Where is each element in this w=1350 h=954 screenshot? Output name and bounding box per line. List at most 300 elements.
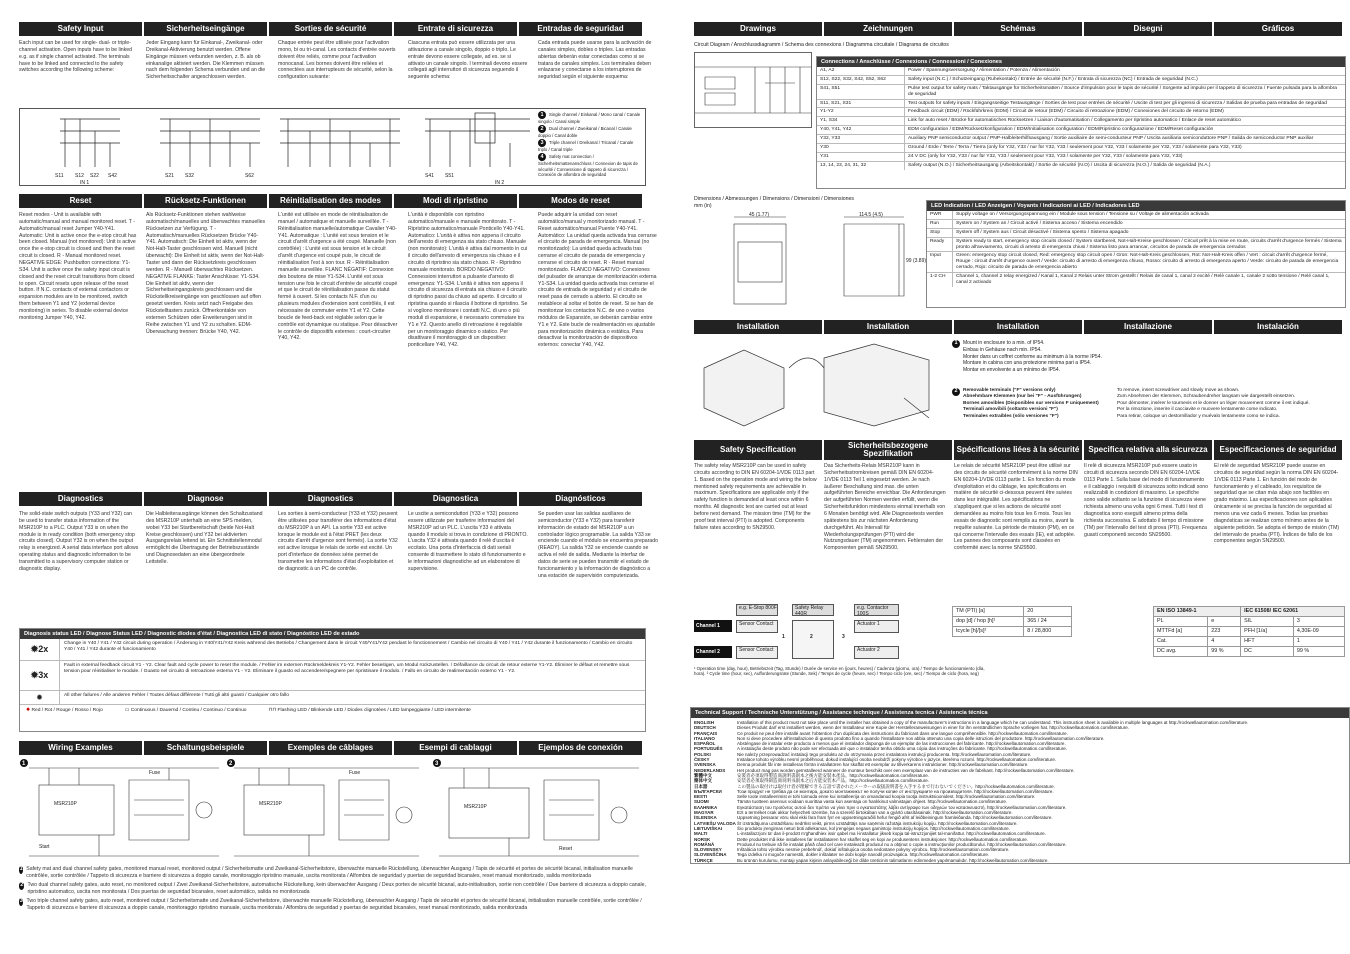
chain-estop-box: e.g. E-Stop 800F (736, 604, 778, 616)
installation-step-2 (952, 388, 1347, 420)
install-step2-label-es: Terminales extraíbles (sólo versiones "F") (963, 413, 1059, 419)
drawings-header-es: Gráficos (1214, 22, 1342, 36)
wiring-1-device-label: MSR210P (54, 801, 77, 807)
safety-input-text-es: Cada entrada puede usarse para la activación de canales simples, dobles o triples. Las entradas abiertas deberán estar conectadas como si se tratara de canales simples. Los terminales deben enlazarse y conectarse a los interruptores de seguridad según el siguiente esquema: (538, 40, 652, 81)
installation-header-en: Installation (694, 320, 822, 334)
tech-support-text: Instalace tohoto výrobku nesmí proběhnout, dokud instalující osoba neobdrží pokyny výrobce v jazyce, kterému rozumí. http://rockwellautomation.com/literature. (737, 757, 1057, 763)
connection-value: Pulse test output for safety mats / Taktausgänge für Sicherheitsmatten / Source d'impulsion pour le tapis de sécurité / Sorgente ad impulsi per il tappeto di sicurezza / Fuente pulsada para la alfombra de seguridad (908, 85, 1338, 97)
led-indication-key: 1-2 CH (927, 273, 953, 287)
tech-support-text: Bu ürünün kurulumu, montajı yapan kişinin anlayabileceği bir dilde üreticinin talimatlarını edinmeden yapılmamalıdır. http://rockwellautomation.com/literature. (737, 857, 1049, 863)
diagnostics-text-en: The solid-state switch outputs (Y33 and Y32) can be used to transfer status information of the MSR210P to a PLC. Output Y33 is on when the module is in ready condition (both emergency stop circuits closed). Output Y32 is on when the output relay is energized. A serial data interface port allows operating status and diagnostic information to be transmitted to a supervisory computer station or diagnostic display. (19, 511, 139, 572)
tech-support-language: DEUTSCH (694, 725, 716, 731)
safety-input-text-fr: Chaque entrée peut être utilisée pour l'activation mono, bi ou tri-canal. Les contacts d'entrée ouverts doivent être reliés, comme pour l'activation monocanal. Les bornes doivent être reliées et connectées aux interrupteurs de sécurité, selon la configuration suivante: (278, 40, 396, 81)
connection-row (817, 162, 1345, 170)
safety-input-text-en: Each input can be used for single- dual- or triple-channel activation. Open inputs have to be linked e.g. as if single channel activated. The terminals have to be linked and connected to the safety switches according the following scheme: (19, 40, 133, 74)
tech-support-text: A instalação deste produto não pode ser efectuada até que o instalador tenha obtido uma cópia das instruções do fabricante. http://rockwellautomation.com/literature. (737, 746, 1067, 752)
tech-support-text: この製品の取付けは取付け者が理解できる言語で書かれたメーカーの取扱説明書を入手するまで行わないでください。http://rockwellautomation.com/literature. (737, 783, 1055, 789)
connection-value: Feedback circuit (EDM) / Rückführkreis (EDM) / Circuit de retour (EDM) / Circuito di retroazione (EDM) / Conexiones del circuito de retorno (EDM) (908, 109, 1224, 115)
connection-row (817, 153, 1345, 162)
safety-input-header-band (19, 22, 645, 36)
connections-table (816, 56, 1346, 189)
connection-value: Ground / Erde / Terre / Terra / Tierra (only for Y32, Y33 / nur für Y32, Y33 / seulement pour Y32, Y33 / solamente per Y32, Y33 / solamente para Y32, Y33) (908, 144, 1242, 150)
led-indication-value: System off / System aus / Circuit désactivé / Sistema spento / Sistema apagado (956, 229, 1129, 235)
led-diagnosis-table (19, 628, 646, 732)
std-cell: Cat. (1154, 637, 1208, 647)
tech-support-language: NEDERLANDS (694, 767, 726, 773)
page-left (0, 0, 665, 954)
std-cell: 99 % (1208, 647, 1241, 657)
technical-support-title: Technical Support / Technische Unterstützung / Assistance technique / Assistenza tecnica / Asistencia técnica (691, 708, 1349, 718)
tech-support-language: ESPAÑOL (694, 741, 716, 747)
tech-support-language: EESTI (694, 794, 708, 800)
connection-value: Auxiliary PNP semiconductor output / PNP-Halbleiterhilfsausgang / Sortie auxiliaire de semi-conducteur PNP / Uscita ausiliaria semiconduttore PNP / Salida de semiconductor PNP auxiliar (908, 136, 1314, 141)
tech-support-text: Ezt a terméket csak akkor helyezheti üzembe, ha a szerelő birtokában van a gyártó utasításainak. http://rockwellautomation.com/literature. (737, 810, 1013, 816)
connection-key: S11, S21, S31 (817, 100, 905, 108)
drawings-header-it: Disegni (1084, 22, 1212, 36)
tm-value: 365 / 24 (1024, 617, 1072, 627)
tech-support-text: 安裝者必須取得製造商說明書副本之後方能安裝本產品。http://rockwellautomation.com/literature. (737, 772, 930, 778)
diagram-label-s12: S12 (75, 173, 84, 179)
std-cell: MTTFd [a] (1154, 627, 1208, 637)
tech-support-language: SUOMI (694, 799, 709, 805)
std-cell: PL (1154, 617, 1208, 627)
wiring-3-number-icon: 3 (435, 761, 439, 767)
install-step1-fr: Monter dans un coffret conforme au minimum à la norme IP54. (963, 353, 1102, 360)
tech-support-text: Absténgase de instalar este producto a menos que el instalador disponga de un ejemplar de las instrucciones del fabricante. http://rockwellautomation.com/literature. (737, 741, 1066, 747)
safety-chain-diagram (694, 604, 944, 664)
led-indication-title: LED Indication / LED Anzeigen / Voyants / Indicazioni ai LED / Indicadores LED (927, 201, 1345, 211)
tech-support-language: 簡体中文 (694, 778, 712, 784)
install-step1-en: Mount in enclosure to a min. of IP54. (963, 340, 1045, 346)
install-step1-de: Einbau in Gehäuse nach min. IP54. (963, 346, 1042, 353)
connection-row (817, 76, 1345, 85)
install-step-2-icon: 2 (952, 388, 960, 396)
tech-support-language: SLOVENŠČINA (694, 852, 727, 858)
wiring-1-start-label: Start (39, 844, 50, 850)
tech-support-language: ČESKY (694, 757, 710, 763)
legend-item-3: Triple channel / Dreikanal / Tricanal / Canale triplo / Canal triple (538, 140, 634, 153)
tm-table (952, 606, 1072, 637)
std-header-iec: IEC 61508/ IEC 62061 (1241, 607, 1345, 617)
tm-value: 20 (1024, 607, 1072, 617)
wiring-2-device-label: MSR210P (259, 801, 282, 807)
chain-sensor-1-box: Sensor Contact (736, 620, 778, 633)
connection-row (817, 135, 1345, 144)
tech-support-language: SLOVENSKY (694, 847, 722, 853)
connection-row (817, 100, 1345, 109)
tech-support-language: POLSKI (694, 751, 711, 757)
drawings-header-fr: Schémas (954, 22, 1082, 36)
legend-item-4: Safety mat connection / Sicherheitsmattenanschluss / Connexion de tapis de sécurité / Connessione di tappeto di sicurezza / Conexión de alfombra de seguridad (538, 154, 638, 177)
connection-key: Y31 (817, 153, 905, 161)
safety-spec-header-fr: Spécifications liées à la sécurité (954, 440, 1082, 460)
std-cell: 223 (1208, 627, 1241, 637)
safety-input-header-es: Entradas de seguridad (519, 22, 642, 36)
connection-value: Safety output (N.O.) / Sicherheitsausgang (Arbeitskontakt) / Sortie de sécurité (N.O) / Uscita di sicurezza (N.O.) / Salida de seguridad (N.A.) (908, 162, 1211, 168)
chain-number-2: 2 (810, 634, 813, 640)
tech-support-language: 日本語 (694, 783, 708, 789)
install-step2-text-es: Para retirar, coloque un destornillador y muévalo lentamente como se indica. (1117, 413, 1280, 419)
circuit-diagram-svg (695, 53, 811, 127)
led-indication-key: Run (927, 220, 953, 228)
channel-1-label: Channel 1 (694, 620, 732, 632)
connection-key: A1, A2 (817, 67, 905, 75)
legend-number-1-icon: 1 (538, 111, 546, 119)
led-indication-value: Channel 1, channel 2 relay energized / Kanal 1, Kanal 2 Relais unter Strom gestellt / Relais de canal 1, canal 2 excité / Relè canale 1, canale 2 sotto tensione / Relé canal 1, canal 2 activado (956, 274, 1330, 285)
tm-row (953, 617, 1072, 627)
tech-support-text: Tega izdelka ni mogoče namestiti, dokler inštalater ne dobi kopije navodil proizvajalca. http://rockwellautomation.com/literature. (737, 852, 990, 858)
legend-number-4-icon: 4 (538, 153, 546, 161)
diagnostics-text-de: Die Halbleiterausgänge können den Schaltzustand des MSR210P unterhalb an eine SPS melden, wobei Y33 bei Startbereitschaft (beide Not-Halt Kreise geschlossen) und Y32 bei aktivierten Ausgangsrelais leitend ist. Ein Schnittstellenmodul ermöglicht die Übertragung der Betriebszustände und Diagnosedaten an eine übergeordnete Leitstelle. (146, 511, 263, 566)
note-number-1-icon: 1 (19, 866, 23, 873)
reset-header-en: Reset (19, 194, 142, 208)
led-indication-row (927, 220, 1345, 229)
connection-key: Y32, Y33 (817, 135, 905, 143)
std-cell: 99 % (1293, 647, 1344, 657)
tm-row (953, 607, 1072, 617)
installation-drawing (694, 338, 950, 428)
chain-sensor-2-box: Sensor Contact (736, 646, 778, 659)
legend-number-3-icon: 3 (538, 139, 546, 147)
install-step-1-icon: 1 (952, 340, 960, 348)
std-cell: 4,30E-09 (1293, 627, 1344, 637)
dim-height-label: 99 (3.89) (906, 258, 927, 264)
tm-key: tcycle [h]/[s]² (953, 627, 1024, 637)
std-cell: e (1208, 617, 1241, 627)
install-step2-text-de: Zum Abnehmen der Klemmen, Schraubendreher langsam wie dargestellt einsetzen. (1117, 394, 1296, 400)
technical-support-rows (691, 718, 1349, 863)
wiring-note-2: Two dual channel safety gates, auto reset, no monitored output / Zwei Zweikanal-Sicherheitstore, automatische Rückstellung, kein überwachter Ausgang / Deux portes de sécurité bicanal, auto-initialisation, sortie non contrôlée / Due barriere di sicurezza a doppio canale, ripristino automatico, uscita non monitorata / Dos puertas de seguridad bicanales, reset automático, salida no monitorizada (27, 882, 647, 896)
diagram-label-s42: S42 (108, 173, 117, 179)
page-right (690, 0, 1350, 954)
safety-input-header-fr: Sorties de sécurité (269, 22, 392, 36)
led-star-icon: ✹ (36, 692, 43, 702)
chain-actuator-1-box: Actuator 1 (854, 620, 899, 633)
installation-header-de: Installation (824, 320, 952, 334)
tech-support-text: Non si deve procedere all'installazione di questo prodotto fino a quando l'installatore non abbia ottenuto una copia delle istruzioni del produttore. http://rockwellautomation.com/literature. (737, 735, 1105, 741)
tech-support-text: Denna produkt får inte installeras förrän installatören har skaffat ett exemplar av tillverkarens instruktioner. http://rockwellautomation.com/literature. (737, 762, 1029, 768)
tech-support-language: TÜRKÇE (694, 857, 713, 863)
led-indication-key: PWR (927, 211, 953, 219)
safety-spec-header-es: Especificaciones de seguridad (1214, 440, 1342, 460)
tech-support-language: MAGYAR (694, 810, 714, 816)
standards-table (1153, 606, 1345, 657)
wiring-header-band (19, 741, 645, 755)
tm-key: TM (PTI) [a] (953, 607, 1024, 617)
tech-support-language: PORTUGUÊS (694, 746, 723, 752)
tech-support-language: ROMÂNĂ (694, 841, 715, 847)
std-cell: 4 (1208, 637, 1241, 647)
led-indication-row (927, 238, 1345, 253)
reset-text-fr: L'unité est utilisée en mode de réinitialisation de manuel / automatique et manuelle surveillée. T - Réinitialisation manuelle/automatique Cavalier Y40-Y41. Automatique : L'unité est sous tension et le circuit d'arrêt d'urgence a été coupé. Manuelle (non contrôlée) : L'unité est sous tension et le circuit d'arrêt d'urgence est coupé puis, le circuit de réinitialisation l'est à son tour. R - Réinitialisation manuelle surveillée. FLANC NÉGATIF: Connexion des boutons de mise Y1-S34. L'unité est sous tension une fois le circuit d'entrée de sécurité coupé et que le circuit de réinitialisation passe du statut fermé à ouvert. Si les contacts N.F. d'un ou plusieurs modules d'extension sont contrôlés, il est nécessaire de commuter entre Y1 et Y2. Cette boucle de feed-back est réglable selon que le contrôle est dynamique ou statique. Pour désactiver le contrôle de dispositifs externes : court-circuiter Y40, Y42. (278, 212, 398, 342)
std-cell: SIL (1241, 617, 1294, 627)
tech-support-row (691, 858, 1349, 863)
diagram-label-in1: IN 1 (80, 180, 90, 186)
led-indication-row (927, 229, 1345, 238)
tech-support-text: Installation of this product must not take place until the installer has obtained a copy of the manufacturer's instructions in a language which he can understand. This instruction sheet is available in multiple languages at http://rockwellautomation.com/literature. (737, 720, 1249, 725)
led-indication-rows (927, 211, 1345, 287)
wiring-2-number-icon: 2 (229, 761, 233, 767)
tech-support-language: ITALIANO (694, 735, 715, 741)
chain-contactor-box: e.g. Contactor 100S (854, 604, 899, 616)
safety-spec-header-band (694, 440, 1344, 460)
reset-header-it: Modi di ripristino (394, 194, 517, 208)
safety-input-legend (538, 111, 643, 177)
tech-support-language: SVENSKA (694, 762, 716, 768)
chain-actuator-2-box: Actuator 2 (854, 646, 899, 659)
chain-relay-body (792, 620, 834, 659)
wiring-header-de: Schaltungsbeispiele (144, 741, 267, 755)
safety-input-text-de: Jeder Eingang kann für Einkanal-, Zweikanal- oder Dreikanal-Aktivierung benutzt werden. Offene Eingänge müssen verbunden werden, z. B. als ob einkanalige aktiviert werden. Die Klemmen müssen nach dem folgenden Schema verbunden und an die Sicherheitsschalter angeschlossen werden. (146, 40, 266, 81)
led-code-3x: ✹ 3x (20, 661, 60, 690)
wiring-header-en: Wiring Examples (19, 741, 142, 755)
connection-value: Safety input (N.C.) / Schutzeingang (Ruhekontakt) / Entrée de sécurité (N.F.) / Entrata di sicurezza (NC) / Entrada de seguridad (N.C.) (908, 76, 1198, 82)
tech-support-language: ΕΛΛΗΝΙΚΑ (694, 804, 718, 810)
reset-header-es: Modos de reset (519, 194, 642, 208)
tech-support-language: NORSK (694, 836, 711, 842)
std-cell: 1 (1293, 637, 1344, 647)
install-step2-text-fr: Pour démonter, insérer le tournevis et le donner un léger mouvement comme il est indiqué. (1117, 400, 1310, 406)
tech-support-text: 安装者必须取得制造商说明书副本之后方能安装本产品。http://rockwellautomation.com/literature. (737, 778, 930, 784)
dim-depth-label: 114.5 (4.5) (859, 212, 883, 218)
wiring-3-reset-label: Reset (559, 846, 573, 852)
wiring-note-3: Two triple channel safety gates, auto reset, monitored output / Sicherheitsmatte und Zweikanal-Sicherheitstore, überwachte manuelle Rückstellung, überwachter Ausgang / Tapis de sécurité et portes de sécurité bicanal, initialisation manuelle contrôlée, sortie contrôlée / Tappeto di sicurezza e barriere di sicurezza a doppio canale, monitoraggio ripristino manuale, uscita monitorata / Alfombra de seguridad y puertas de seguridad bicanales, reset manual monitorizado, salida monitorizada (26, 898, 642, 912)
connection-key: Y1, S34 (817, 117, 905, 125)
installation-header-band (694, 320, 1344, 334)
connection-value: Test outputs for safety inputs / Eingangsseitige Testausgänge / Sorties de test pour entrées de sécurité / Uscite di test per gli ingressi di sicurezza / Salidas de prueba para entradas de seguridad (908, 100, 1327, 106)
tech-support-text: Tämän tuotteen asennus voidaan suorittaa vasta kun asentaja on hankkinut valmistajan ohjeet. http://rockwellautomation.com/literature. (737, 799, 1008, 805)
connection-value: 24 V DC (only for Y32, Y33 / nur für Y32, Y33 / seulement pour Y32, Y33 / solamente per Y32, Y33 / solamente para Y32, Y33) (908, 153, 1183, 159)
diagnostics-text-es: Se pueden usar las salidas auxiliares de semiconductor (Y33 e Y32) para transferir información de estado del MSR210P a un controlador lógico programable. La salida Y33 se enciende cuando el módulo se encuentra preparado (READY). La salida Y32 se enciende cuando se activa el relé de salida. Mediante la interfaz de datos de serie se pueden transmitir el estado de funcionamiento y la información de diagnóstico a una estación de supervisión computerizada. (538, 511, 658, 579)
led-row-3x (20, 661, 645, 691)
dimensions-drawing (694, 212, 927, 312)
diagnostics-text-fr: Les sorties à semi-conducteur (Y33 et Y32) peuvent être utilisées pour transférer des informations d'état du MSR210P à un API. La sortie Y33 est active lorsque le module est à l'état PRET (les deux circuits d'arrêt d'urgence sont fermés). La sortie Y32 est active lorsque le relais de sortie est excité. Un port d'interface de données série permet de transmettre les informations d'état d'exploitation et de diagnostic à un PC de contrôle. (278, 511, 398, 572)
diagnostics-header-it: Diagnostica (394, 492, 517, 506)
std-cell: HFT (1241, 637, 1294, 647)
safety-spec-header-de: Sicherheitsbezogene Spezifikation (824, 440, 952, 460)
diagnostics-text-it: Le uscite a semiconduttori (Y33 e Y32) possono essere utilizzate per trasferire informazioni del MSR210P ad un PLC. L'uscita Y33 è attivata quando il modulo si trova in condizione di PRONTO. L'uscita Y32 è attivata quando il relè d'uscita è eccitato. Una porta d'interfaccia di dati seriali consente di trasmettere lo stato di funzionamento e le informazioni diagnostiche ad un elaboratore di supervisione. (408, 511, 528, 572)
circuit-diagram-title: Circuit Diagram / Anschlussdiagramm / Schema des connexions / Diagramma circuitale / Diagrama de circuitos (694, 42, 949, 48)
connection-value: Link for auto reset / Brücke für automatisches Rücksetzen / Liaison d'automatisation / Collegamento per ripristino automatico / Enlace de reset automático (908, 118, 1241, 124)
continuous-icon: ▭ (124, 708, 131, 713)
note-number-3-icon: 3 (19, 898, 23, 905)
safety-input-header-en: Safety Input (19, 22, 142, 36)
safety-input-text-it: Ciascuna entrata può essere utilizzata per una attivazione a canale singolo, doppio o triplo. Le entrate devono essere collegate, ad es. se si attivato un canale singolo. I terminali devono essere collegati agli interruttori di sicurezza seguendo il seguente schema: (408, 40, 528, 81)
wiring-2-fuse-label: Fuse (349, 770, 361, 776)
tm-key: dop [d] / hop [h]¹ (953, 617, 1024, 627)
led-row-2x-text: Change in Y40 / Y41 / Y42 circuit during operation / Änderung in Y40/Y41/Y42 Kreis während des Betriebs / Changement dans le circuit Y40/Y41/Y42 pendant le fonctionnement / Cambio nel circuito di Y40 / Y41 / Y42 durante il funzionamento / Cambio en circuito Y40 / Y41 / Y42 durante el funcionamiento (64, 641, 633, 653)
wiring-header-it: Esempi di cablaggi (394, 741, 517, 755)
install-step2-text-en: To remove, insert screwdriver and slowly move as shown. (1117, 388, 1240, 393)
std-cell: PFH [1/a] (1241, 627, 1294, 637)
led-indication-table (926, 200, 1346, 308)
led-indication-value: System ready to start, emergency stop circuits closed / System startbereit, Not-Halt-Kreise geschlossen / Circuit prêt à la mise en route, circuits d'arrêt d'urgence fermés / Sistema pronto all'avviamento, circuiti di arresto di emergenza chiusi / Sistema listo para arrancar, circuitos de parada de emergencia cerrados (956, 238, 1342, 250)
chain-number-1: 1 (782, 634, 785, 640)
circuit-diagram (694, 52, 812, 128)
wiring-notes (19, 866, 646, 914)
tech-support-language: 繁體中文 (694, 772, 712, 778)
wiring-3-device-label: MSR210P (464, 804, 487, 810)
tech-support-text: Inštalácia tohto výrobku nesmie prebehnúť, dokiaľ inštalujúca osoba nedostane pokyny výrobcu. http://rockwellautomation.com/literature. (737, 847, 1010, 853)
channel-2-label: Channel 2 (694, 646, 732, 658)
connection-row (817, 67, 1345, 76)
connection-value: Power / Spannungsversorgung / Alimentation / Potenza / Alimentación (908, 68, 1060, 73)
wiring-1-fuse-label: Fuse (149, 770, 161, 776)
tech-support-text: Produsul nu trebuie să fie instalat până când cel care instalează produsul nu a obţinut o copie a instrucţiunilor producătorului. http://rockwellautomation.com/literature. (737, 841, 1067, 847)
safety-input-header-de: Sicherheitseingänge (144, 22, 267, 36)
led-row-other (20, 691, 645, 705)
install-step1-es: Montar en envolvente a un mínimo de IP54. (963, 367, 1061, 373)
led-legend: ✹ Red / Rot / Rouge / Rosso / Rojo ▭ Continuous / Dauernd / Continu / Continuo / Continuo ⊓⊓ Flashing LED / Blinkende LED / Diodes clignotées / LED lampeggiante / LED intermitente (26, 708, 471, 713)
dimensions-title: Dimensions / Abmessungen / Dimensions / Dimensioni / Dimensiones mm (in) (694, 196, 855, 209)
safety-input-diagram (19, 108, 646, 186)
connection-row (817, 117, 1345, 126)
led-indication-row (927, 211, 1345, 220)
connection-key: S41, S51 (817, 85, 905, 99)
installation-header-fr: Installation (954, 320, 1082, 334)
tech-support-language: БЪЛГАРСКИ (694, 788, 722, 794)
std-cell: 3 (1293, 617, 1344, 627)
safety-input-header-it: Entrate di sicurezza (394, 22, 517, 36)
legend-number-2-icon: 2 (538, 125, 546, 133)
install-step2-label-fr: Bornes amovibles (Disponibles sur versions F uniquement) (963, 400, 1099, 406)
tm-value: 8 / 28,800 (1024, 627, 1072, 637)
tech-support-language: LATVIEŠU VALODA (694, 820, 736, 826)
safety-spec-footnote: ¹ Operation time (day, hour), Betriebszeit (Tag, Stunde) / Durée de service en (jours, heures) / Cadenza (giorno, ora) / Tiempo de funcionamiento (día, hora). ² Cycle time (hour, sec), Aufforderungsrate (Stunde, Sek) / Temps de cycle (heure, sec) / Tempo ciclo (ore, sec) / Tiempo de ciclo (hora, seg) (694, 666, 985, 677)
led-code-other (20, 691, 60, 704)
diagram-label-in2: IN 2 (495, 180, 505, 186)
tech-support-text: Dieses Produkt darf erst installiert werden, wenn der Installateur eine Kopie der Herstelleranweisungen in einer für ihn verständlichen Sprache vorliegen hat. http://rockwellautomation.com/literature. (737, 725, 1129, 731)
led-indication-value: Green: emergency stop circuit closed, Red: emergency stop circuit open / Grün: Not-Halt-Kreis geschlossen, Rot: Not-Halt-Kreis offen / Vert : circuit d'arrêt d'urgence fermé, Rouge : circuit d'arrêt d'urgence ouvert / Verde: circuito di arresto di emergenza chiuso, Rosso: circuito di arresto di emergenza aperto / Verde: circuito de parada de emergencia cerrado, Rojo: circuito de parada de emergencia abierto (956, 253, 1339, 271)
tech-support-text: Εγκατάσταση του προϊόντος αυτού δεν πρέπει να γίνει πριν ο εγκαταστάτης λάβει αντίγραφο των οδηγιών του κατασκευαστή. http://rockwellautomation.com/literature. (737, 804, 1067, 810)
led-indication-key: Ready (927, 238, 953, 252)
flashing-icon: ⊓⊓ (268, 708, 278, 713)
diagnostics-header-en: Diagnostics (19, 492, 142, 506)
diagram-label-s22: S22 (90, 173, 99, 179)
diagnostics-header-fr: Diagnostics (269, 492, 392, 506)
tech-support-text: Uppsetning þessarar vöru skal ekki fara fram fyrr en uppsetningaraðili hefur fengið afrit af leiðbeiningum framleiðanda. http://rockwellautomation.com/literature. (737, 815, 1053, 821)
connection-row (817, 144, 1345, 153)
installation-step-1 (952, 340, 1332, 374)
reset-header-fr: Réinitialisation des modes (269, 194, 392, 208)
diagram-label-s11: S11 (55, 173, 64, 179)
wiring-header-fr: Exemples de câblages (269, 741, 392, 755)
diagram-label-s51: S51 (445, 173, 454, 179)
connection-key: 13, 14, 23, 24, 31, 32 (817, 162, 905, 170)
connection-key: Y1-Y2 (817, 108, 905, 116)
std-row (1154, 637, 1345, 647)
tech-support-text: Šio produkto įrengimas neturi būti atliekamas, kol įrengėjas negaus gamintojo instrukcijų kopijos. http://rockwellautomation.com/literature. (737, 825, 1010, 831)
wiring-diagrams-svg (19, 760, 646, 862)
diagram-label-s62: S62 (245, 173, 254, 179)
drawings-header-band (694, 22, 1344, 36)
dimensions-svg (694, 212, 927, 312)
connections-rows (817, 67, 1345, 170)
safety-spec-header-it: Specifica relativa alla sicurezza (1084, 440, 1212, 460)
tech-support-text: Šī izstrādājuma uzstādīšanu nedrīkst veikt, pirms uzstādītājs nav saņēmis ražotāja instrukciju kopiju. http://rockwellautomation.com/literature. (737, 820, 1018, 826)
safety-spec-text-de: Das Sicherheits-Relais MSR210P kann in Sicherheitsstromkreisen gemäß DIN EN 60204-1/VDE 0113 Teil 1 eingesetzt werden. Je nach äußerer Beschaltung sind max. die unten aufgeführten Bereiche erreichbar. Die Anforderungen der aufgeführten Normen werden erfüllt, wenn die Sicherheitsfunktion mindestens einmal innerhalb von 6 Monaten benötigt wird. Alle Diagnosetests werden spätestens bis zur nächsten Anforderung durchgeführt. Als Intervall für Wiederholungsprüfungen (PTI) wird die Nutzungsdauer (TM) angenommen. Fehlerraten der Komponenten gemäß SN29500. (824, 463, 946, 552)
wiring-header-es: Ejemplos de conexión (519, 741, 642, 755)
led-indication-key: Stop (927, 229, 953, 237)
led-diagnosis-title: Diagnosis status LED / Diagnose Status LED / Diagnostic diodes d'état / Diagnostica LED di stato / Diagnóstico LED de estado (20, 629, 645, 639)
led-row-other-text: All other failures / Alle anderen Fehler / Toutes défaut différente / Tutti gli altri guasti / Cualquier otro fallo (64, 693, 289, 698)
tm-row (953, 627, 1072, 637)
wiring-diagrams (19, 760, 646, 862)
diagnostics-header-de: Diagnose (144, 492, 267, 506)
connection-row (817, 108, 1345, 117)
diagram-label-s32: S32 (185, 173, 194, 179)
connection-key: S12, S22, S32, S42, S52, S62 (817, 76, 905, 84)
std-header-iso: EN ISO 13849-1 (1154, 607, 1241, 617)
tech-support-text: Dette produktet må ikke installeres før installatøren har skaffet seg en kopi av produsentens instruksjoner. http://rockwellautomation.com/literature. (737, 836, 1029, 842)
led-star-icon: ✹ (30, 669, 39, 680)
connection-row (817, 85, 1345, 100)
chain-relay-box: Safety Relay 440R (792, 604, 834, 616)
connection-value: EDM configuration / EDM/Rücksetzkonfiguration / EDM/Initialisation configuration / EDM/Ripristino configurazione / EDM/Reset configuración (908, 127, 1214, 133)
tech-support-text: Ce produit ne peut être installé avant l'obtention d'un duplicata des instructions du fabricant dans une langue compréhensible. http://rockwellautomation.com/literature. (737, 730, 1068, 736)
tech-support-language: ÍSLENSKA (694, 815, 717, 821)
chain-number-3: 3 (842, 634, 845, 640)
led-indication-row (927, 252, 1345, 273)
tech-support-text: Het product mag pas worden geïnstalleerd wanneer de monteur beschikt over een exemplaar van de instructies van de fabrikant. http://rockwellautomation.com/literature. (737, 767, 1075, 773)
led-indication-row (927, 273, 1345, 287)
install-step2-label-en: Removable terminals ("F" versions only) (963, 388, 1056, 393)
drawings-header-de: Zeichnungen (824, 22, 952, 36)
led-indication-value: Supply voltage on / Versorgungsspannung ein / Module sous tension / Tensione su / Voltaje de alimentación activada (956, 212, 1209, 217)
tech-support-text: Nie należy przeprowadzać instalacji tego produktu aż do otrzymania przez instalatora instrukcji producenta. http://rockwellautomation.com/literature. (737, 751, 1032, 757)
install-step2-label-it: Terminali amovibili (soltanto versioni "F") (963, 407, 1058, 413)
legend-item-2: Dual channel / Zweikanal / Bicanal / Canale doppio / Canal doble (538, 126, 632, 139)
tech-support-text: L-installazzjoni ta' dan il-prodott m'għandhiex issir qabel ma l-installatur jikseb kopja tal-istruzzjonijiet tal-manifattur. http://rockwellautomation.com/literature. (737, 831, 1046, 837)
install-step2-label-de: Abnehmbare Klemmen (nur bei "F" - Ausführungen) (963, 394, 1082, 400)
safety-spec-text-en: The safety relay MSR210P can be used in safety circuits according to DIN EN 60204-1/VDE 0113 part 1. Based on the operation mode and wiring the below mentioned safety requirements are achievable in maximum. Specifications are applicable only if the safety function is demanded at least once within 6 months. All diagnostic test are carried out at least before next demand. The mission time (TM) for the proof test interval (PTI) is adopted. Components failure rates according to SN29500. (694, 463, 817, 531)
tech-support-language: FRANÇAIS (694, 730, 718, 736)
led-indication-value: System on / System an / Circuit activé / Sistema acceso / Sistema encendido (956, 220, 1123, 226)
tech-support-language: MALTI (694, 831, 708, 837)
std-row (1154, 647, 1345, 657)
red-led-icon: ✹ (26, 708, 32, 713)
dim-width-label: 45 (1.77) (749, 212, 770, 218)
safety-spec-text-es: El relé de seguridad MSR210P puede usarse en circuitos de seguridad según la norma DIN EN 60204-1/VDE 0113 Parte 1. En función del modo de funcionamiento y el cableado, los requisitos de seguridad que se citan más abajo son factibles en grado máximo. Las especificaciones son aplicables únicamente si se precisa la función de seguridad al menos una vez cada 6 meses. Todas las pruebas diagnósticas se realizan como mínimo antes de la siguiente petición. Se adopta el tiempo de misión (TM) del intervalo de prueba (PTI). Índices de fallo de los componentes según SN29500. (1214, 463, 1340, 545)
led-row-2x (20, 639, 645, 661)
installation-svg (694, 338, 950, 428)
reset-header-de: Rücksetz-Funktionen (144, 194, 267, 208)
std-cell: DC (1241, 647, 1294, 657)
legend-item-1: Single channel / Einkanal / Mono canal / Canale singolo / Canal simple (538, 112, 641, 124)
connection-key: Y40, Y41, Y42 (817, 126, 905, 134)
std-cell: DC avg. (1154, 647, 1208, 657)
safety-spec-text-fr: Le relais de sécurité MSR210P peut être utilisé sur des circuits de sécurité conformément à la norme DIN EN 60204-1/VDE 0113 partie 1. En fonction du mode d'exploitation et du câblage, les spécifications en matière de sécurité ci-dessous peuvent être suivies dans leur intégralité. Les spécifications ne s'appliquent que si les actions de sécurité sont demandées au moins fois tous les 6 mois. Tous les essais de diagnostic sont remplis au moins, avant la requête suivante. La période de mission (PM), en ce qui concerne l'intervalle des essais (IE), est adoptée. Les pannes des composants sont classées en conformité avec la norme SN29500. (954, 463, 1078, 552)
install-step2-text-it: Per la rimozione, inserire il cacciavite e muovere lentamente come indicato. (1117, 407, 1278, 413)
std-row (1154, 617, 1345, 627)
led-code-2x: ✹ 2x (20, 639, 60, 660)
std-row (1154, 627, 1345, 637)
diagnostics-header-band (19, 492, 645, 506)
wiring-note-1: Safety mat and dual channel safety gates, monitored manual reset, monitored output / Sicherheitsmatte und Zweikanal-Sicherheitstore, überwachte manuelle Rückstellung, überwachter Ausgang / Tapis de sécurité et portes de sécurité bicanal, initialisation manuelle contrôlée, sortie contrôlée / Tappeto di sicurezza e barriere di sicurezza a doppio canale, monitoraggio ripristino manuale, uscita monitorata / Alfombra de seguridad y puertas de seguridad bicanales, reset manual monitorizado, salida monitorizada (26, 866, 633, 880)
tech-support-text: Този продукт не трябва да се монтира, докато монтажникът не получи копие от инструкциите на производителя. http://rockwellautomation.com/literature. (737, 788, 1054, 794)
connection-row (817, 126, 1345, 135)
note-number-2-icon: 2 (20, 882, 24, 889)
connection-key: Y30 (817, 144, 905, 152)
safety-spec-text-it: Il relè di sicurezza MSR210P può essere usato in circuiti di sicurezza secondo DIN EN 60204-1/VDE 0113 Parte 1. Sulla base del modo di funzionamento e il cablaggio i requisiti di sicurezza sotto indicati sono realizzabili in condizioni di massimo. Le specifiche sono valide soltanto se la funzione di sicurezza viene richiesta almeno una volta ogni 6 mesi. Tutti i test di diagnostica sono eseguiti almeno prima della richiesta successiva. È adottato il tempo di missione (TM) per l'intervallo del test di prova (PTI). Frequenza guasti componenti secondo SN29500. (1084, 463, 1208, 538)
led-indication-key: Input (927, 252, 953, 272)
reset-header-band (19, 194, 645, 208)
reset-text-it: L'unità è disponibile con ripristino automatico/manuale e manuale monitorato. T - Ripristino automatico/manuale Ponticello Y40-Y41. Automatico: L'unità è attiva non appena il circuito dell'arresto di emergenza sia stato chiuso. Manuale (non monitorato): L'unità è attiva dal momento in cui il circuito dell'arresto di emergenza sia chiuso e il circuito di ripristino sia stato chiuso. R - Ripristino manuale monitorato. BORDO NEGATIVO: Connessioni interruttori a pulsante d'arresto di emergenza: Y1-S34. L'unità è attiva non appena il circuito di sicurezza di entrata sia chiuso e il circuito di ripristino passi da chiuso ad aperto. Il circuito si ripristina quando si rilascia il bottone di ripristino. Se si vogliono monitorare i contatti N.C. di uno o più moduli di espansione, è necessario commutare tra Y1 e Y2. Questo anello di retroazione è regolabile per un monitoraggio dinamico o statico. Per disattivare il monitoraggio di un dispositivo: ponticellare Y40, Y42. (408, 212, 528, 349)
reset-text-de: Als Rücksetz-Funktionen stehen wahlweise automatisch/manuelles und überwachtes manuelles Rücksetzen zur Verfügung. T - Automatisch/manuelles Rücksetzen Brücke Y40-Y41. Automatisch: Die Einheit ist aktiv, wenn der Not-Halt-Taster geschlossen wird. Manuell (nicht überwacht): Die Einheit ist aktiv, wenn der Not-Halt-Taster und dann der Rücksetzkreis geschlossen werden. R - Manuell überwachtes Rücksetzen. NEGATIVE FLANKE: Taster Anschlüsse: Y1-S34. Die Einheit ist aktiv, wenn der Sicherheitseingangskreis geschlossen und die Rückstellkreiseingänge von geschlossen auf offen gesetzt werden. Kreis setzt nach Freigabe des Rückstelltasters zurück. Öffnerkontakte von externen Schützen oder Erweiterungen sind in Reihe zwischen Y1 und Y2 zu schalten. EDM-Überwachung trennen: Brücke Y40, Y42. (146, 212, 266, 335)
tech-support-language: ENGLISH (694, 720, 715, 725)
diagram-label-s21: S21 (165, 173, 174, 179)
install-step1-it: Montare in cabina con una protezione minima pari a IP54. (963, 360, 1092, 367)
